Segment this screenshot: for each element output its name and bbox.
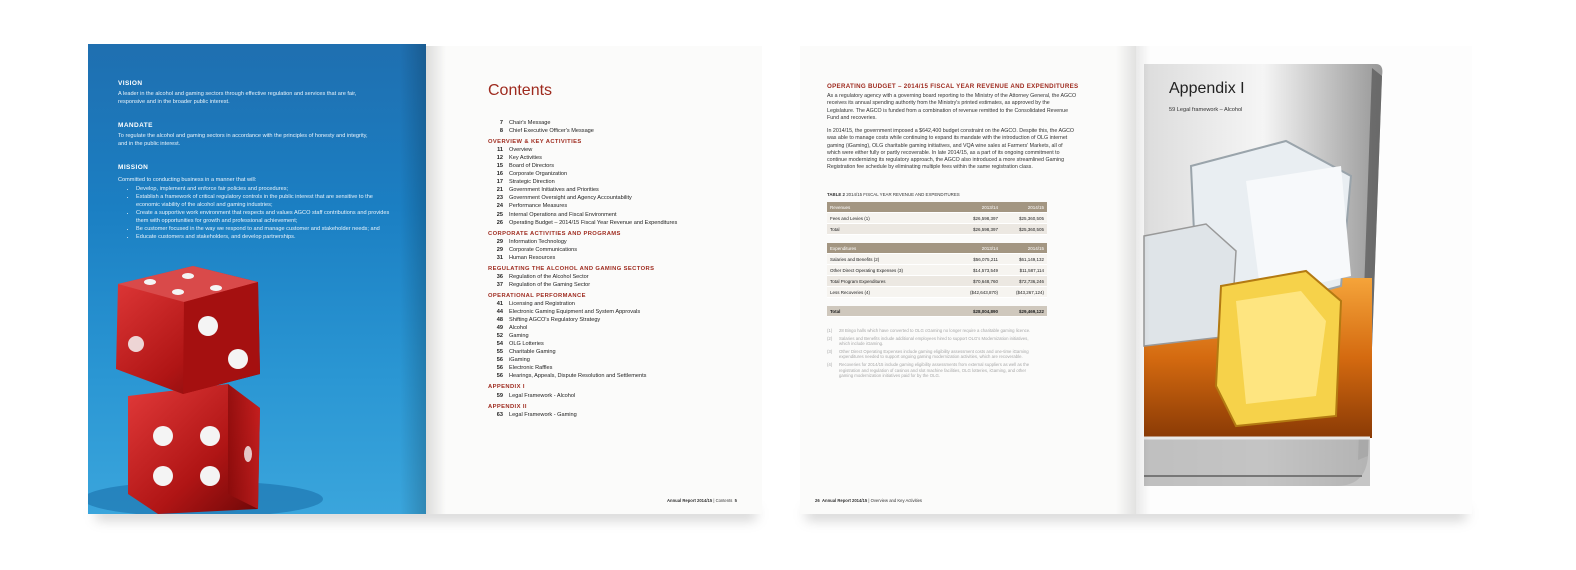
table-cell: $72,736,246 [1001, 276, 1047, 287]
footnote-text: Other Direct Operating Expenses include gaming eligibility assessment costs and one-time iGaming expenditures needed to support ongoing gaming modernization activities, which are recoverable. [839, 348, 1029, 360]
toc-page-number: 56 [496, 365, 503, 372]
footnote-text: 28 Bingo halls which have converted to OLG cGaming no longer require a charitable gaming licence. [839, 328, 1031, 333]
toc-page-number: 63 [496, 411, 503, 418]
footnote [827, 362, 1037, 379]
footnote-number: (1) [827, 328, 833, 333]
toc-page-number: 26 [496, 219, 503, 226]
mission-bullet: • Educate customers and stakeholders, and develop partnerships. [136, 233, 396, 241]
toc-entry[interactable] [488, 411, 748, 419]
table-cell: 2013/14 [955, 202, 1001, 213]
page-gutter [400, 44, 426, 514]
toc-entry[interactable] [488, 281, 748, 289]
toc-entry-label: iGaming [509, 357, 530, 364]
toc-entry-label: OLG Lotteries [509, 341, 544, 348]
contents-footer: Annual Report 2014/15 | Contents 5 [667, 498, 738, 503]
toc-entry[interactable] [488, 340, 748, 348]
footer-report-title: Annual Report 2014/15 [667, 498, 713, 503]
footnote [827, 328, 1037, 334]
footer-section: Contents [715, 498, 733, 503]
toc-page-number: 23 [496, 195, 503, 202]
table-cell: 2014/15 [1001, 243, 1047, 254]
table-row [827, 224, 1047, 235]
table-header-row [827, 202, 1047, 213]
footnote-text: Salaries and Benefits include additional employees hired to support OLG's Modernization initiatives, which include iGaming. [839, 335, 1029, 347]
toc-entry[interactable] [488, 194, 748, 202]
toc-page-number: 8 [499, 128, 503, 135]
toc-entry-label: Licensing and Registration [509, 300, 575, 307]
table-row [827, 213, 1047, 224]
toc-entry-label: Performance Measures [509, 203, 568, 210]
table-total-row [827, 306, 1047, 317]
toc-entry[interactable] [488, 392, 748, 400]
table-cell: Total Program Expenditures [827, 276, 955, 287]
toc-section-heading[interactable]: APPENDIX II [488, 403, 527, 410]
mission-heading: MISSION [118, 164, 149, 171]
vision-heading: VISION [118, 80, 143, 87]
page-gutter [1116, 46, 1136, 514]
mission-bullet: • Create a supportive work environment that respects and values AGCO staff contributions and provides them with opportunities for growth and professional achievement; [136, 209, 396, 225]
toc-entry-label: Regulation of the Gaming Sector [509, 281, 591, 288]
toc-entry-label: Overview [509, 147, 533, 154]
footnote-number: (2) [827, 335, 833, 341]
toc-page-number: 56 [496, 373, 503, 380]
table-cell: $70,648,760 [955, 276, 1001, 287]
toc-entry-label: Regulation of the Alcohol Sector [509, 273, 589, 280]
mission-bullet: • Be customer focused in the way we respond to and manage customer and stakeholder needs; and [136, 225, 396, 233]
toc-entry-label: Internal Operations and Fiscal Environment [509, 211, 617, 218]
toc-section-heading[interactable]: CORPORATE ACTIVITIES AND PROGRAMS [488, 230, 621, 237]
toc-entry-label: Government Initiatives and Priorities [509, 187, 599, 194]
toc-page-number: 31 [496, 254, 503, 261]
toc-page-number: 37 [496, 281, 503, 288]
table-cell: Other Direct Operating Expenses (3) [827, 265, 955, 276]
toc-entry-label: Board of Directors [509, 163, 555, 170]
toc-entry[interactable] [488, 324, 748, 332]
toc-entry[interactable] [488, 119, 748, 127]
table-caption-text: 2014/15 FISCAL YEAR REVENUE AND EXPENDITURES [846, 192, 960, 197]
table-cell: Expenditures [827, 243, 955, 254]
toc-entry-label: Alcohol [509, 325, 528, 332]
toc-page-number: 12 [496, 155, 503, 162]
toc-entry-label: Strategic Direction [509, 179, 555, 186]
toc-entry[interactable] [488, 300, 748, 308]
toc-entry[interactable] [488, 211, 748, 219]
table-cell: $28,004,890 [955, 306, 1001, 317]
appendix-page [1136, 46, 1472, 514]
toc-entry-label: Information Technology [509, 238, 567, 245]
toc-page-number: 36 [496, 273, 503, 280]
toc-entry[interactable] [488, 332, 748, 340]
contents-title: Contents [488, 82, 553, 99]
page-gutter [426, 46, 446, 514]
toc-entry-label: Charitable Gaming [509, 349, 556, 356]
footer-page-number: 26 [815, 498, 820, 503]
toc-entry-label: Corporate Communications [509, 246, 578, 253]
table-cell: $11,587,114 [1001, 265, 1047, 276]
footnote-number: (4) [827, 361, 833, 367]
toc-entry-label: Legal Framework - Alcohol [509, 392, 576, 399]
mission-bullet: • Develop, implement and enforce fair policies and procedures; [136, 185, 396, 193]
table-cell: $56,075,211 [955, 254, 1001, 265]
budget-paragraph-2: In 2014/15, the government imposed a $642,400 budget constraint on the AGCO. Despite this, the AGCO was able to manage costs while continuing to expand its mandate with the introduction of OLG internet gaming (iGaming), OLG charitable gaming initiatives, and VQA wine sales at Farmers' Markets, all of which were either fully or partly recoverable. In late 2014/15, as a part of its ongoing commitment to continue modernizing its regulatory approach, the AGCO also introduced a more streamlined Gaming Registration fee schedule by eliminating multiple fees within the same registration class. [827, 128, 1075, 171]
toc-entry-label: Electronic Raffles [509, 365, 553, 372]
toc-entry-label: Key Activities [509, 155, 542, 162]
toc-entry[interactable] [488, 273, 748, 281]
toc-entry-label: Corporate Organization [509, 171, 568, 178]
table-cell: $25,360,505 [1001, 213, 1047, 224]
toc-entry-label: Operating Budget – 2014/15 Fiscal Year Revenue and Expenditures [509, 219, 678, 226]
revenue-table [827, 202, 1047, 235]
toc-entry[interactable] [488, 162, 748, 170]
footnote-text: Recoveries for 2014/15 include gaming eligibility assessments from external suppliers as well as the registration and regulation of casinos and slot machine facilities, OLG lotteries, iGaming, and other gaming modernization initiatives paid for by the OLG. [839, 361, 1030, 379]
toc-entry[interactable] [488, 254, 748, 262]
toc-page-number: 56 [496, 357, 503, 364]
table-cell: $25,360,505 [1001, 224, 1047, 235]
toc-entry-label: Chair's Message [509, 120, 551, 126]
table-cell: Revenues [827, 202, 955, 213]
budget-paragraph-1: As a regulatory agency with a governing board reporting to the Ministry of the Attorney General, the AGCO receives its annual spending authority from the Ministry's printed estimates, as approved by the Legislature. The AGCO is funded from a combination of revenue remitted to the Consolidated Revenue Fund and recoveries. [827, 93, 1077, 121]
toc-entry-label: Hearings, Appeals, Dispute Resolution and Settlements [509, 373, 647, 380]
toc-page-number: 25 [496, 211, 503, 218]
toc-page-number: 41 [496, 300, 503, 307]
table-cell: $26,598,397 [955, 224, 1001, 235]
toc-page-number: 49 [496, 325, 503, 332]
toc-entry[interactable] [488, 202, 748, 210]
toc-page-number: 59 [496, 392, 503, 399]
toc-entry-label: Government Oversight and Agency Accountability [509, 195, 632, 202]
toc-entry[interactable] [488, 364, 748, 372]
budget-footer: 26 Annual Report 2014/15 | Overview and Key Activities [815, 498, 923, 503]
toc-entry[interactable] [488, 356, 748, 364]
table-of-contents [488, 119, 748, 419]
toc-entry-label: Chief Executive Officer's Message [509, 128, 594, 135]
toc-entry[interactable] [488, 146, 748, 154]
grand-total-table [827, 306, 1047, 317]
toc-entry-label: Gaming [509, 333, 529, 340]
table-cell: 2013/14 [955, 243, 1001, 254]
toc-entry[interactable] [488, 238, 748, 246]
whisky-glass-photo [1136, 46, 1472, 514]
table-cell: ($42,643,870) [955, 287, 1001, 298]
toc-entry[interactable] [488, 372, 748, 380]
toc-page-number: 7 [499, 120, 503, 126]
table-footnotes [827, 328, 1037, 381]
toc-entry[interactable] [488, 178, 748, 186]
toc-page-number: 29 [496, 246, 503, 253]
operating-budget-page [800, 46, 1136, 514]
footer-page-number: 5 [734, 498, 738, 503]
table-cell: $26,598,397 [955, 213, 1001, 224]
footnote-number: (3) [827, 348, 833, 354]
appendix-title: Appendix I [1169, 80, 1245, 97]
toc-section-heading[interactable]: REGULATING THE ALCOHOL AND GAMING SECTORS [488, 265, 655, 272]
vision-text: A leader in the alcohol and gaming sectors through effective regulation and services that are fair, responsive and in the broader public interest. [118, 91, 357, 105]
toc-page-number: 48 [496, 317, 503, 324]
toc-entry[interactable] [488, 219, 748, 227]
toc-page-number: 24 [496, 203, 503, 210]
table-cell: Total [827, 306, 955, 317]
footnote [827, 349, 1037, 360]
table-cell: 2014/15 [1001, 202, 1047, 213]
footer-report-title: Annual Report 2014/15 [822, 498, 868, 503]
table-header-row [827, 243, 1047, 254]
toc-entry[interactable] [488, 127, 748, 135]
toc-page-number: 15 [496, 163, 503, 170]
toc-page-number: 29 [496, 238, 503, 245]
toc-section-heading[interactable]: OVERVIEW & KEY ACTIVITIES [488, 139, 582, 146]
table-cell: Fees and Levies (1) [827, 213, 955, 224]
toc-entry-label: Human Resources [509, 254, 556, 261]
toc-page-number: 16 [496, 171, 503, 178]
toc-entry[interactable] [488, 186, 748, 194]
table-cell: ($43,267,124) [1001, 287, 1047, 298]
table-cell: $14,573,549 [955, 265, 1001, 276]
expenditures-table [827, 243, 1047, 298]
toc-entry[interactable] [488, 308, 748, 316]
toc-entry[interactable] [488, 170, 748, 178]
toc-section-heading[interactable]: APPENDIX I [488, 384, 525, 391]
mission-bullet: • Establish a framework of critical regulatory controls in the public interest that are sensitive to the economic viability of the alcohol and gaming industries; [136, 193, 396, 209]
table-cell: $61,149,132 [1001, 254, 1047, 265]
toc-page-number: 11 [497, 147, 503, 154]
table-row [827, 287, 1047, 298]
page-gutter [1136, 46, 1150, 514]
table-row [827, 276, 1047, 287]
contents-page [426, 46, 762, 514]
table-cell: Salaries and Benefits (2) [827, 254, 955, 265]
toc-page-number: 52 [496, 333, 503, 340]
toc-entry-label: Electronic Gaming Equipment and System Approvals [509, 309, 641, 316]
toc-entry[interactable] [488, 316, 748, 324]
table-caption-label: TABLE 2 [827, 192, 845, 197]
toc-entry-label: Shifting AGCO's Regulatory Strategy [509, 317, 601, 324]
table-cell: Total [827, 224, 955, 235]
appendix-subtitle: 59 Legal framework – Alcohol [1169, 107, 1243, 113]
footnote [827, 336, 1037, 347]
toc-entry-label: Legal Framework - Gaming [509, 411, 577, 418]
toc-entry[interactable] [488, 246, 748, 254]
table-row [827, 254, 1047, 265]
table-caption [827, 192, 960, 197]
vision-mission-page [88, 44, 426, 514]
toc-page-number: 21 [496, 187, 503, 194]
toc-section-heading[interactable]: OPERATIONAL PERFORMANCE [488, 292, 586, 299]
toc-entry[interactable] [488, 348, 748, 356]
toc-entry[interactable] [488, 154, 748, 162]
budget-heading: OPERATING BUDGET – 2014/15 FISCAL YEAR REVENUE AND EXPENDITURES [827, 83, 1079, 90]
toc-page-number: 44 [496, 309, 503, 316]
toc-page-number: 17 [496, 179, 503, 186]
mandate-heading: MANDATE [118, 122, 153, 129]
table-cell: Less Recoveries (4) [827, 287, 955, 298]
dice-photo [88, 44, 426, 514]
footer-section: Overview and Key Activities [870, 498, 923, 503]
toc-page-number: 55 [496, 349, 503, 356]
mandate-text: To regulate the alcohol and gaming sectors in accordance with the principles of honesty and integrity, and in the public interest. [118, 133, 368, 147]
table-row [827, 265, 1047, 276]
mission-intro: Committed to conducting business in a manner that will: [118, 177, 257, 183]
table-cell: $29,469,122 [1001, 306, 1047, 317]
toc-page-number: 54 [496, 341, 503, 348]
